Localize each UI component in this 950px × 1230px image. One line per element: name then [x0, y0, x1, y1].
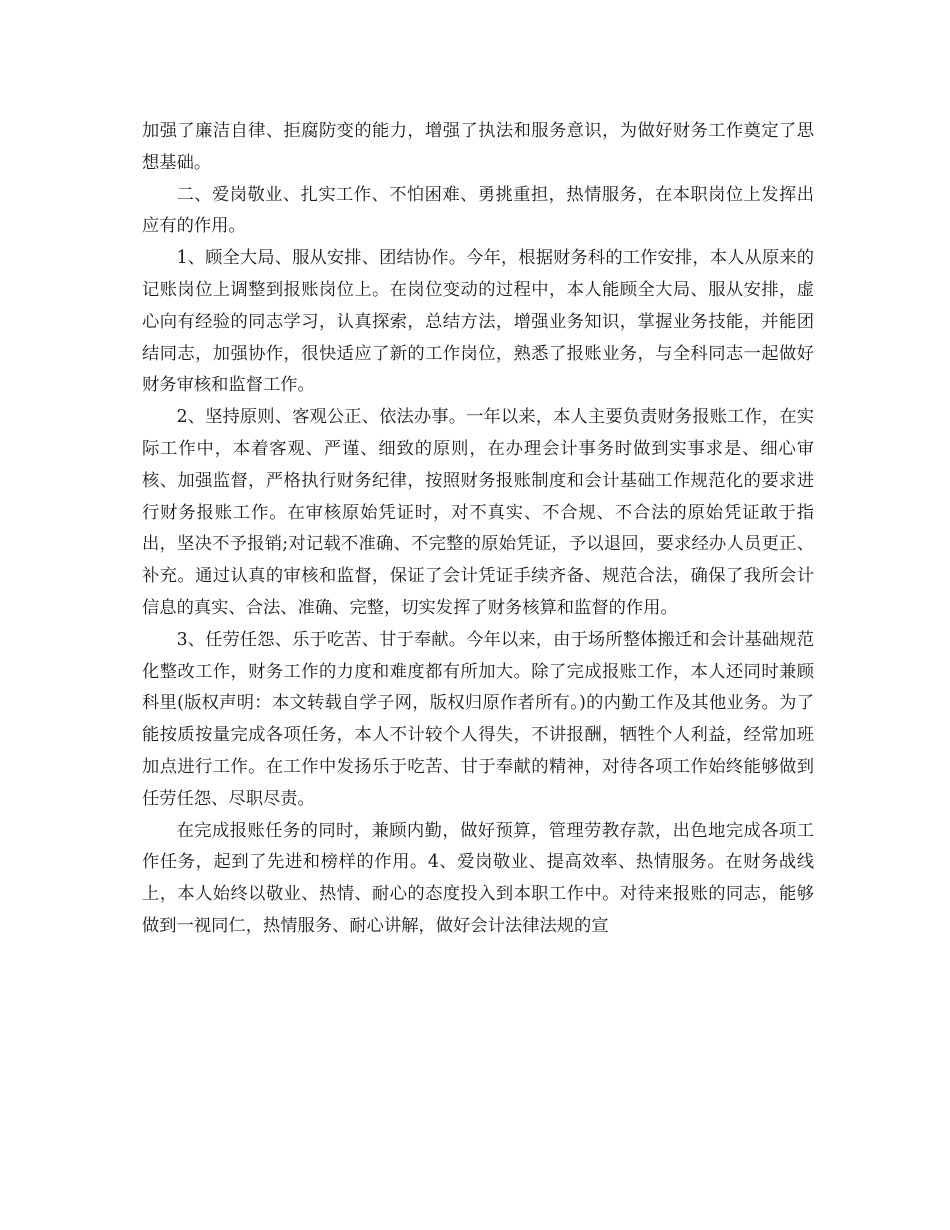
paragraph-6: 在完成报账任务的同时，兼顾内勤，做好预算，管理劳教存款，出色地完成各项工作任务，起到了先进和榜样的作用。4、爱岗敬业、提高效率、热情服务。在财务战线上，本人始终以敬业、热情、耐心的态度投入到本职工作中。对待来报账的同志，能够做到一视同仁，热情服务、耐心讲解，做好会计法律法规的宣 — [142, 820, 814, 936]
document-body — [142, 116, 814, 943]
paragraph-2: 二、爱岗敬业、扎实工作、不怕困难、勇挑重担，热情服务，在本职岗位上发挥出应有的作用。 — [142, 184, 814, 237]
paragraph-4: 2、坚持原则、客观公正、依法办事。一年以来，本人主要负责财务报账工作，在实际工作中，本着客观、严谨、细致的原则，在办理会计事务时做到实事求是、细心审核、加强监督，严格执行财务纪律，按照财务报账制度和会计基础工作规范化的要求进行财务报账工作。在审核原始凭证时，对不真实、不合规、不合法的原始凭证敢于指出，坚决不予报销;对记载不准确、不完整的原始凭证，予以退回，要求经办人员更正、补充。通过认真的审核和监督，保证了会计凭证手续齐备、规范合法，确保了我所会计信息的真实、合法、准确、完整，切实发挥了财务核算和监督的作用。 — [142, 407, 814, 618]
paragraph-1: 加强了廉洁自律、拒腐防变的能力，增强了执法和服务意识，为做好财务工作奠定了思想基础。 — [142, 121, 814, 173]
paragraph-5: 3、任劳任怨、乐于吃苦、甘于奉献。今年以来，由于场所整体搬迁和会计基础规范化整改工作，财务工作的力度和难度都有所加大。除了完成报账工作，本人还同时兼顾科里(版权声明：本文转载自学子网，版权归原作者所有。)的内勤工作及其他业务。为了能按质按量完成各项任务，本人不计较个人得失，不讲报酬，牺牲个人利益，经常加班加点进行工作。在工作中发扬乐于吃苦、甘于奉献的精神，对待各项工作始终能够做到任劳任怨、尽职尽责。 — [142, 629, 814, 809]
paragraph-3: 1、顾全大局、服从安排、团结协作。今年，根据财务科的工作安排，本人从原来的记账岗位上调整到报账岗位上。在岗位变动的过程中，本人能顾全大局、服从安排，虚心向有经验的同志学习，认真探索，总结方法，增强业务知识，掌握业务技能，并能团结同志，加强协作，很快适应了新的工作岗位，熟悉了报账业务，与全科同志一起做好财务审核和监督工作。 — [142, 248, 814, 396]
